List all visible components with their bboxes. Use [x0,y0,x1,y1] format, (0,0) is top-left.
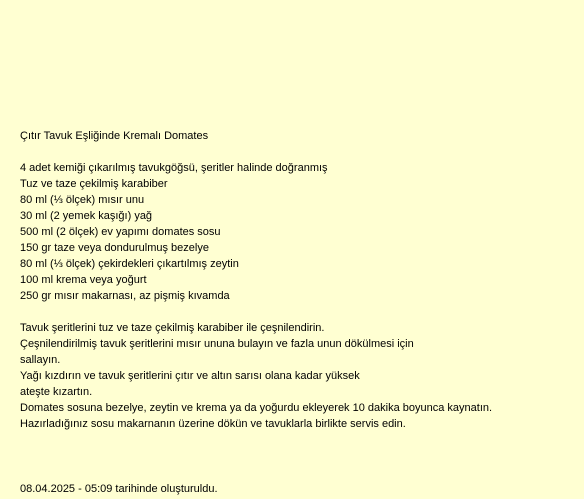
instruction-list [20,320,580,432]
ingredient-item: 4 adet kemiği çıkarılmış tavukgöğsü, şeritler halinde doğranmış [20,162,328,174]
generated-timestamp: 08.04.2025 - 05:09 tarihinde oluşturuldu. [20,483,218,495]
instruction-line: Yağı kızdırın ve tavuk şeritlerini çıtır ve altın sarısı olana kadar yüksek [20,370,360,382]
instruction-line: sallayın. [20,354,61,366]
ingredient-item: Tuz ve taze çekilmiş karabiber [20,178,168,190]
ingredient-item: 150 gr taze veya dondurulmuş bezelye [20,242,209,254]
spacer [20,304,580,320]
ingredient-item: 30 ml (2 yemek kaşığı) yağ [20,210,153,222]
instruction-line: Domates sosuna bezelye, zeytin ve krema ya da yoğurdu ekleyerek 10 dakika boyunca kaynatın. [20,402,493,414]
ingredient-item: 80 ml (⅓ ölçek) mısır unu [20,194,145,206]
spacer [20,144,580,160]
ingredient-item: 80 ml (⅓ ölçek) çekirdekleri çıkartılmış zeytin [20,258,239,270]
ingredient-item: 100 ml krema veya yoğurt [20,274,147,286]
instruction-line: Hazırladığınız sosu makarnanın üzerine dökün ve tavuklarla birlikte servis edin. [20,418,406,430]
instruction-line: ateşte kızartın. [20,386,93,398]
ingredient-item: 250 gr mısır makarnası, az pişmiş kıvamda [20,290,230,302]
ingredient-item: 500 ml (2 ölçek) ev yapımı domates sosu [20,226,221,238]
instruction-line: Tavuk şeritlerini tuz ve taze çekilmiş karabiber ile çeşnilendirin. [20,322,325,334]
instruction-line: Çeşnilendirilmiş tavuk şeritlerini mısır ununa bulayın ve fazla unun dökülmesi için [20,338,414,350]
ingredient-list [20,160,580,304]
recipe-title: Çıtır Tavuk Eşliğinde Kremalı Domates [20,130,209,142]
recipe-document [20,128,580,432]
